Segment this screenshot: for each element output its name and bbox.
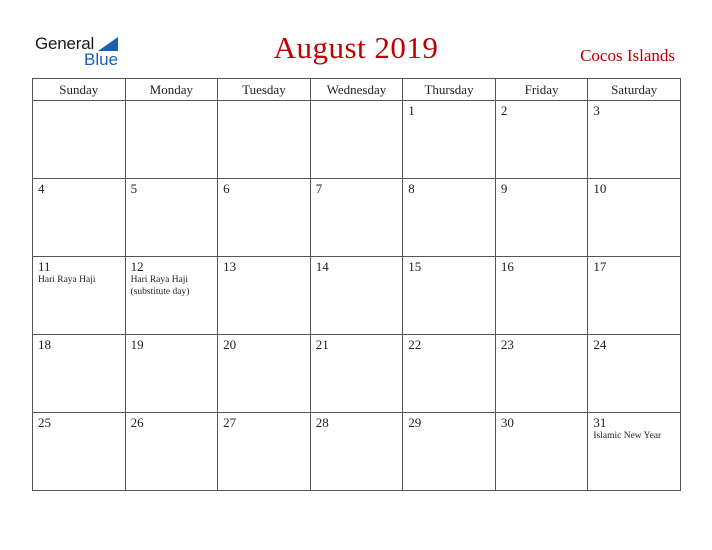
day-number: 16 [500,259,514,274]
day-cell [588,335,681,413]
weekday-header: Thursday [403,79,496,101]
weekday-header: Wednesday [310,79,403,101]
day-number: 7 [315,181,323,196]
day-number: 10 [593,181,607,196]
weekday-header: Sunday [33,79,126,101]
day-cell [495,101,588,179]
day-cell [495,335,588,413]
day-cell [218,335,311,413]
day-number: 23 [500,337,514,352]
holiday-label: Islamic New Year [593,431,662,441]
day-cell [588,413,681,491]
day-number: 4 [38,181,45,196]
day-number: 28 [315,415,329,430]
day-cell [310,257,403,335]
weekday-header: Saturday [588,79,681,101]
day-number: 24 [593,337,607,352]
day-number: 11 [38,259,51,274]
day-number: 26 [130,415,144,430]
day-cell [310,335,403,413]
calendar-grid [32,78,681,491]
day-cell [588,179,681,257]
day-cell [403,413,496,491]
week-row [33,413,681,491]
day-cell [588,101,681,179]
day-cell [310,179,403,257]
day-number: 21 [315,337,329,352]
day-number: 30 [500,415,514,430]
day-cell [218,101,311,179]
day-number: 22 [408,337,422,352]
day-cell [403,101,496,179]
day-cell [403,179,496,257]
day-cell [125,101,218,179]
day-cell [310,101,403,179]
weekday-header: Monday [125,79,218,101]
calendar-title: August 2019 [273,30,439,65]
day-number: 27 [223,415,237,430]
day-cell [495,413,588,491]
day-number: 15 [408,259,422,274]
calendar-body [33,101,681,491]
week-row [33,101,681,179]
day-cell [218,413,311,491]
day-number: 20 [223,337,237,352]
day-cell [218,179,311,257]
day-number: 1 [408,103,415,118]
day-number: 17 [593,259,607,274]
week-row [33,257,681,335]
day-cell [125,335,218,413]
day-number: 25 [38,415,51,430]
week-row [33,179,681,257]
day-number: 5 [130,181,138,196]
day-number: 29 [408,415,422,430]
day-number: 13 [223,259,237,274]
region-name: Cocos Islands [580,46,675,65]
day-cell [495,179,588,257]
day-number: 3 [593,103,600,118]
day-cell [33,101,126,179]
holiday-label: Hari Raya Haji [38,275,96,285]
day-number: 9 [500,181,508,196]
day-cell [33,257,126,335]
day-cell [588,257,681,335]
day-number: 18 [38,337,51,352]
day-number: 8 [408,181,415,196]
holiday-label: (substitute day) [130,287,190,297]
day-cell [218,257,311,335]
day-cell [33,179,126,257]
day-cell [125,257,218,335]
day-number: 31 [593,415,607,430]
day-cell [125,413,218,491]
day-cell [33,335,126,413]
day-cell [403,335,496,413]
day-cell [310,413,403,491]
holiday-label: Hari Raya Haji [130,275,189,285]
weekday-header: Friday [495,79,588,101]
weekday-header: Tuesday [218,79,311,101]
weekday-header-row [33,79,681,101]
day-cell [403,257,496,335]
logo-text-general: General [35,34,95,53]
day-number: 12 [130,259,144,274]
week-row [33,335,681,413]
day-number: 14 [315,259,329,274]
day-cell [33,413,126,491]
day-number: 2 [500,103,508,118]
day-number: 19 [130,337,144,352]
day-cell [125,179,218,257]
logo-text-blue: Blue [84,50,119,69]
day-number: 6 [223,181,230,196]
day-cell [495,257,588,335]
